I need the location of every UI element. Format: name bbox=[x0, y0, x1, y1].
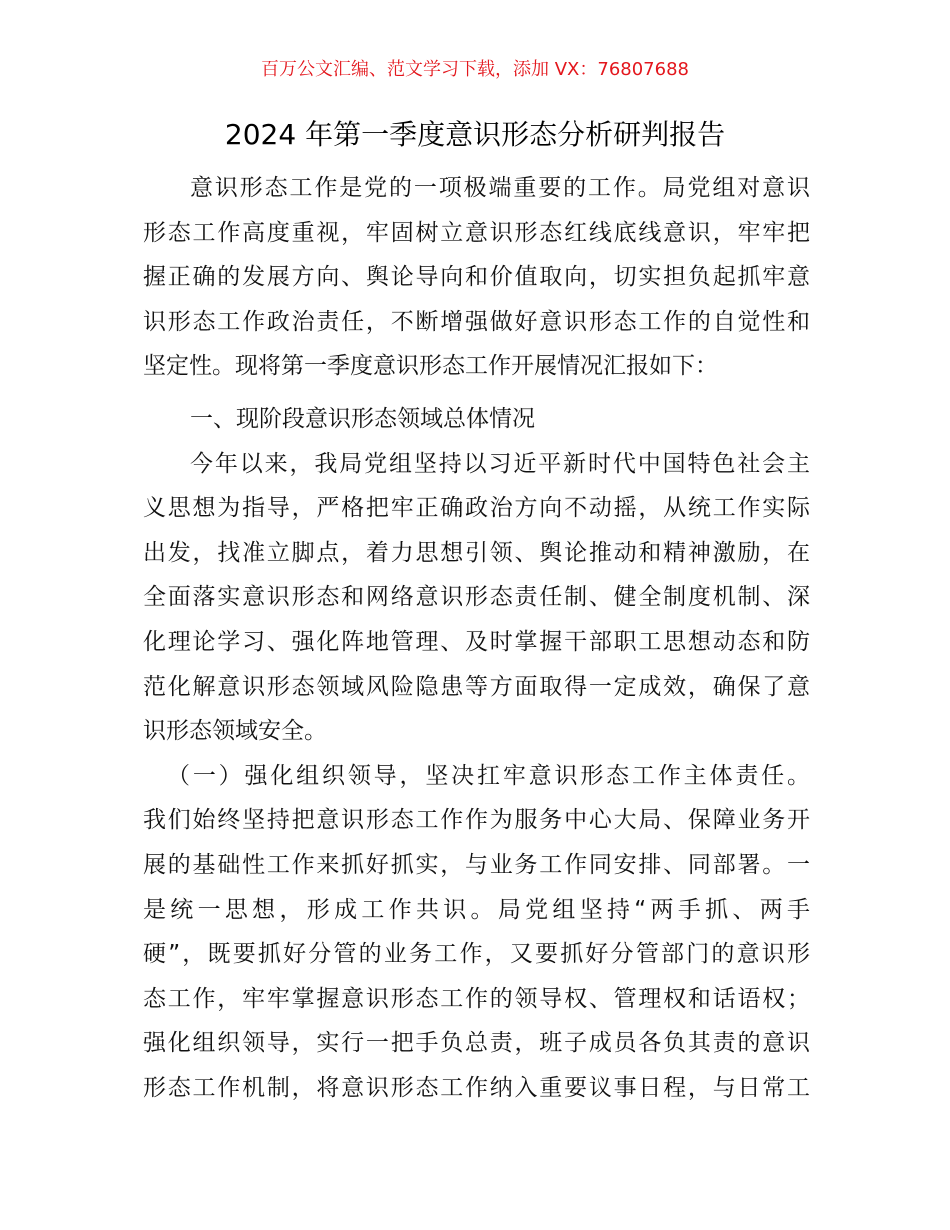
text-line: 化理论学习、强化阵地管理、及时掌握干部职工思想动态和防 bbox=[143, 628, 810, 655]
text-line: 态工作，牢牢掌握意识形态工作的领导权、管理权和话语权； bbox=[143, 985, 810, 1012]
text-line: 范化解意识形态领域风险隐患等方面取得一定成效，确保了意 bbox=[143, 673, 810, 700]
text-line: （一）强化组织领导，坚决扛牢意识形态工作主体责任。 bbox=[167, 762, 810, 789]
document-title: 2024 年第一季度意识形态分析研判报告 bbox=[224, 118, 726, 151]
text-line: 义思想为指导，严格把牢正确政治方向不动摇，从统工作实际 bbox=[143, 495, 810, 522]
text-line: 全面落实意识形态和网络意识形态责任制、健全制度机制、深 bbox=[143, 584, 810, 611]
watermark-banner: 百万公文汇编、范文学习下载，添加 VX：76807688 bbox=[261, 59, 689, 80]
text-line: 是统一思想，形成工作共识。局党组坚持“两手抓、两手 bbox=[143, 896, 810, 923]
text-line: 硬”，既要抓好分管的业务工作，又要抓好分管部门的意识形 bbox=[143, 941, 810, 968]
text-line: 强化组织领导，实行一把手负总责，班子成员各负其责的意识 bbox=[143, 1030, 810, 1057]
text-line: 展的基础性工作来抓好抓实，与业务工作同安排、同部署。一 bbox=[143, 851, 810, 878]
text-line: 识形态领域安全。 bbox=[143, 718, 327, 745]
text-line: 握正确的发展方向、舆论导向和价值取向，切实担负起抓牢意 bbox=[143, 264, 810, 291]
section-heading bbox=[143, 397, 810, 442]
paragraph-organization bbox=[143, 754, 810, 1111]
text-line: 今年以来，我局党组坚持以习近平新时代中国特色社会主 bbox=[190, 450, 810, 477]
text-line: 意识形态工作是党的一项极端重要的工作。局党组对意识 bbox=[190, 175, 810, 201]
paragraph-overview bbox=[143, 442, 810, 754]
heading-line: 一、现阶段意识形态领域总体情况 bbox=[190, 405, 535, 432]
text-line: 出发，找准立脚点，着力思想引领、舆论推动和精神激励，在 bbox=[143, 539, 810, 566]
text-line: 坚定性。现将第一季度意识形态工作开展情况汇报如下： bbox=[143, 353, 718, 380]
text-line: 我们始终坚持把意识形态工作作为服务中心大局、保障业务开 bbox=[143, 807, 810, 834]
text-line: 形态工作机制，将意识形态工作纳入重要议事日程，与日常工 bbox=[143, 1074, 810, 1101]
document-body bbox=[143, 166, 810, 1110]
paragraph-intro bbox=[143, 166, 810, 389]
text-line: 识形态工作政治责任，不断增强做好意识形态工作的自觉性和 bbox=[143, 308, 810, 335]
text-line: 形态工作高度重视，牢固树立意识形态红线底线意识，牢牢把 bbox=[143, 219, 810, 246]
